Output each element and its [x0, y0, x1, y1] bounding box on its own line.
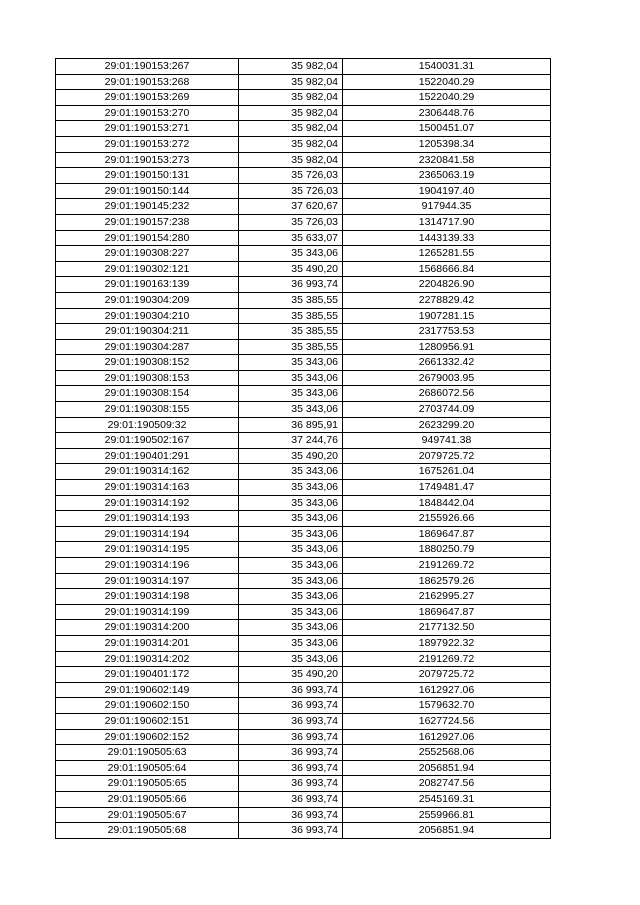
area-cell: 36 993,74: [239, 698, 343, 714]
table-row: [56, 417, 551, 433]
value-cell: 2559966.81: [343, 807, 551, 823]
area-cell: 35 343,06: [239, 402, 343, 418]
area-cell: 36 993,74: [239, 729, 343, 745]
table-row: [56, 168, 551, 184]
cadastral-number-cell: 29:01:190505:64: [56, 760, 239, 776]
table-row: [56, 651, 551, 667]
area-cell: 35 343,06: [239, 558, 343, 574]
value-cell: 1579632.70: [343, 698, 551, 714]
cadastral-number-cell: 29:01:190163:139: [56, 277, 239, 293]
value-cell: 2545169.31: [343, 791, 551, 807]
value-cell: 1443139.33: [343, 230, 551, 246]
cadastral-number-cell: 29:01:190308:154: [56, 386, 239, 402]
cadastral-number-cell: 29:01:190602:152: [56, 729, 239, 745]
table-row: [56, 682, 551, 698]
table-row: [56, 199, 551, 215]
area-cell: 35 982,04: [239, 90, 343, 106]
area-cell: 35 385,55: [239, 308, 343, 324]
value-cell: 1749481.47: [343, 480, 551, 496]
area-cell: 35 343,06: [239, 526, 343, 542]
area-cell: 37 620,67: [239, 199, 343, 215]
table-row: [56, 308, 551, 324]
value-cell: 1880250.79: [343, 542, 551, 558]
cadastral-number-cell: 29:01:190401:291: [56, 448, 239, 464]
value-cell: 1314717.90: [343, 214, 551, 230]
cadastral-number-cell: 29:01:190314:196: [56, 558, 239, 574]
area-cell: 35 982,04: [239, 152, 343, 168]
value-cell: 2306448.76: [343, 105, 551, 121]
area-cell: 35 982,04: [239, 105, 343, 121]
value-cell: 2162995.27: [343, 589, 551, 605]
cadastral-number-cell: 29:01:190153:271: [56, 121, 239, 137]
table-row: [56, 74, 551, 90]
table-row: [56, 713, 551, 729]
value-cell: 2552568.06: [343, 745, 551, 761]
value-cell: 2686072.56: [343, 386, 551, 402]
area-cell: 35 343,06: [239, 635, 343, 651]
value-cell: 2155926.66: [343, 511, 551, 527]
value-cell: 1848442.04: [343, 495, 551, 511]
table-row: [56, 433, 551, 449]
area-cell: 35 726,03: [239, 183, 343, 199]
cadastral-number-cell: 29:01:190308:227: [56, 246, 239, 262]
area-cell: 35 343,06: [239, 246, 343, 262]
cadastral-number-cell: 29:01:190401:172: [56, 667, 239, 683]
cadastral-number-cell: 29:01:190314:198: [56, 589, 239, 605]
value-cell: 2317753.53: [343, 324, 551, 340]
area-cell: 35 982,04: [239, 74, 343, 90]
table-row: [56, 355, 551, 371]
value-cell: 2082747.56: [343, 776, 551, 792]
value-cell: 2703744.09: [343, 402, 551, 418]
area-cell: 35 343,06: [239, 464, 343, 480]
cadastral-number-cell: 29:01:190304:287: [56, 339, 239, 355]
table-row: [56, 667, 551, 683]
cadastral-number-cell: 29:01:190308:152: [56, 355, 239, 371]
area-cell: 35 343,06: [239, 370, 343, 386]
table-row: [56, 573, 551, 589]
cadastral-number-cell: 29:01:190505:63: [56, 745, 239, 761]
area-cell: 35 982,04: [239, 59, 343, 75]
area-cell: 36 993,74: [239, 791, 343, 807]
area-cell: 35 343,06: [239, 495, 343, 511]
area-cell: 35 385,55: [239, 339, 343, 355]
cadastral-number-cell: 29:01:190314:162: [56, 464, 239, 480]
value-cell: 1869647.87: [343, 526, 551, 542]
table-row: [56, 370, 551, 386]
value-cell: 2320841.58: [343, 152, 551, 168]
area-cell: 35 633,07: [239, 230, 343, 246]
table-row: [56, 558, 551, 574]
cadastral-number-cell: 29:01:190302:121: [56, 261, 239, 277]
area-cell: 35 343,06: [239, 386, 343, 402]
cadastral-number-cell: 29:01:190308:155: [56, 402, 239, 418]
cadastral-number-cell: 29:01:190505:67: [56, 807, 239, 823]
value-cell: 1904197.40: [343, 183, 551, 199]
cadastral-number-cell: 29:01:190153:272: [56, 136, 239, 152]
table-row: [56, 604, 551, 620]
table-row: [56, 183, 551, 199]
cadastral-number-cell: 29:01:190153:268: [56, 74, 239, 90]
area-cell: 36 993,74: [239, 277, 343, 293]
area-cell: 35 385,55: [239, 324, 343, 340]
cadastral-number-cell: 29:01:190314:192: [56, 495, 239, 511]
area-cell: 35 982,04: [239, 136, 343, 152]
cadastral-number-cell: 29:01:190505:68: [56, 823, 239, 839]
parcel-table: [55, 58, 551, 839]
cadastral-number-cell: 29:01:190314:200: [56, 620, 239, 636]
value-cell: 1869647.87: [343, 604, 551, 620]
area-cell: 35 343,06: [239, 573, 343, 589]
area-cell: 35 490,20: [239, 667, 343, 683]
table-body: [56, 59, 551, 839]
value-cell: 1280956.91: [343, 339, 551, 355]
area-cell: 36 993,74: [239, 776, 343, 792]
area-cell: 36 993,74: [239, 682, 343, 698]
value-cell: 2079725.72: [343, 448, 551, 464]
table-row: [56, 635, 551, 651]
value-cell: 2056851.94: [343, 760, 551, 776]
value-cell: 949741.38: [343, 433, 551, 449]
cadastral-number-cell: 29:01:190153:270: [56, 105, 239, 121]
value-cell: 1627724.56: [343, 713, 551, 729]
area-cell: 35 726,03: [239, 214, 343, 230]
cadastral-number-cell: 29:01:190157:238: [56, 214, 239, 230]
table-row: [56, 261, 551, 277]
value-cell: 1205398.34: [343, 136, 551, 152]
value-cell: 1612927.06: [343, 729, 551, 745]
table-row: [56, 292, 551, 308]
table-row: [56, 136, 551, 152]
area-cell: 37 244,76: [239, 433, 343, 449]
table-row: [56, 386, 551, 402]
cadastral-number-cell: 29:01:190154:280: [56, 230, 239, 246]
table-row: [56, 59, 551, 75]
table-row: [56, 823, 551, 839]
value-cell: 1265281.55: [343, 246, 551, 262]
table-row: [56, 121, 551, 137]
area-cell: 36 993,74: [239, 745, 343, 761]
cadastral-number-cell: 29:01:190314:199: [56, 604, 239, 620]
cadastral-number-cell: 29:01:190502:167: [56, 433, 239, 449]
value-cell: 2056851.94: [343, 823, 551, 839]
value-cell: 1907281.15: [343, 308, 551, 324]
value-cell: 2204826.90: [343, 277, 551, 293]
cadastral-number-cell: 29:01:190153:269: [56, 90, 239, 106]
table-row: [56, 620, 551, 636]
table-row: [56, 277, 551, 293]
table-row: [56, 90, 551, 106]
table-row: [56, 526, 551, 542]
table-row: [56, 246, 551, 262]
area-cell: 35 343,06: [239, 511, 343, 527]
area-cell: 35 343,06: [239, 355, 343, 371]
table-row: [56, 495, 551, 511]
table-row: [56, 791, 551, 807]
table-row: [56, 105, 551, 121]
cadastral-number-cell: 29:01:190505:66: [56, 791, 239, 807]
area-cell: 35 982,04: [239, 121, 343, 137]
area-cell: 36 993,74: [239, 807, 343, 823]
cadastral-number-cell: 29:01:190153:267: [56, 59, 239, 75]
area-cell: 36 993,74: [239, 760, 343, 776]
table-row: [56, 542, 551, 558]
table-row: [56, 230, 551, 246]
area-cell: 35 343,06: [239, 542, 343, 558]
value-cell: 1568666.84: [343, 261, 551, 277]
cadastral-number-cell: 29:01:190314:163: [56, 480, 239, 496]
value-cell: 2661332.42: [343, 355, 551, 371]
cadastral-number-cell: 29:01:190602:151: [56, 713, 239, 729]
cadastral-number-cell: 29:01:190314:197: [56, 573, 239, 589]
cadastral-number-cell: 29:01:190314:202: [56, 651, 239, 667]
cadastral-number-cell: 29:01:190150:144: [56, 183, 239, 199]
value-cell: 2679003.95: [343, 370, 551, 386]
cadastral-number-cell: 29:01:190505:65: [56, 776, 239, 792]
table-row: [56, 745, 551, 761]
table-row: [56, 511, 551, 527]
value-cell: 2278829.42: [343, 292, 551, 308]
table-row: [56, 480, 551, 496]
area-cell: 35 343,06: [239, 604, 343, 620]
area-cell: 35 726,03: [239, 168, 343, 184]
table-row: [56, 776, 551, 792]
area-cell: 35 343,06: [239, 589, 343, 605]
value-cell: 2177132.50: [343, 620, 551, 636]
cadastral-number-cell: 29:01:190304:209: [56, 292, 239, 308]
cadastral-number-cell: 29:01:190314:193: [56, 511, 239, 527]
value-cell: 2079725.72: [343, 667, 551, 683]
value-cell: 2191269.72: [343, 558, 551, 574]
table-row: [56, 152, 551, 168]
cadastral-number-cell: 29:01:190602:149: [56, 682, 239, 698]
table-row: [56, 729, 551, 745]
area-cell: 35 490,20: [239, 261, 343, 277]
value-cell: 2623299.20: [343, 417, 551, 433]
cadastral-number-cell: 29:01:190308:153: [56, 370, 239, 386]
area-cell: 35 343,06: [239, 620, 343, 636]
area-cell: 35 343,06: [239, 480, 343, 496]
cadastral-number-cell: 29:01:190314:201: [56, 635, 239, 651]
table-row: [56, 807, 551, 823]
value-cell: 2191269.72: [343, 651, 551, 667]
table-row: [56, 402, 551, 418]
cadastral-number-cell: 29:01:190509:32: [56, 417, 239, 433]
cadastral-number-cell: 29:01:190602:150: [56, 698, 239, 714]
value-cell: 1612927.06: [343, 682, 551, 698]
table-row: [56, 698, 551, 714]
table-row: [56, 339, 551, 355]
area-cell: 35 385,55: [239, 292, 343, 308]
cadastral-number-cell: 29:01:190153:273: [56, 152, 239, 168]
value-cell: 1522040.29: [343, 74, 551, 90]
table-row: [56, 324, 551, 340]
table-row: [56, 589, 551, 605]
table-row: [56, 464, 551, 480]
table-row: [56, 760, 551, 776]
cadastral-number-cell: 29:01:190304:210: [56, 308, 239, 324]
cadastral-number-cell: 29:01:190314:195: [56, 542, 239, 558]
cadastral-number-cell: 29:01:190145:232: [56, 199, 239, 215]
cadastral-number-cell: 29:01:190150:131: [56, 168, 239, 184]
area-cell: 36 993,74: [239, 823, 343, 839]
cadastral-number-cell: 29:01:190304:211: [56, 324, 239, 340]
value-cell: 1675261.04: [343, 464, 551, 480]
area-cell: 36 895,91: [239, 417, 343, 433]
value-cell: 1522040.29: [343, 90, 551, 106]
value-cell: 1540031.31: [343, 59, 551, 75]
table-row: [56, 214, 551, 230]
cadastral-number-cell: 29:01:190314:194: [56, 526, 239, 542]
value-cell: 2365063.19: [343, 168, 551, 184]
value-cell: 1897922.32: [343, 635, 551, 651]
area-cell: 35 343,06: [239, 651, 343, 667]
value-cell: 1862579.26: [343, 573, 551, 589]
area-cell: 36 993,74: [239, 713, 343, 729]
table-row: [56, 448, 551, 464]
value-cell: 917944.35: [343, 199, 551, 215]
area-cell: 35 490,20: [239, 448, 343, 464]
value-cell: 1500451.07: [343, 121, 551, 137]
